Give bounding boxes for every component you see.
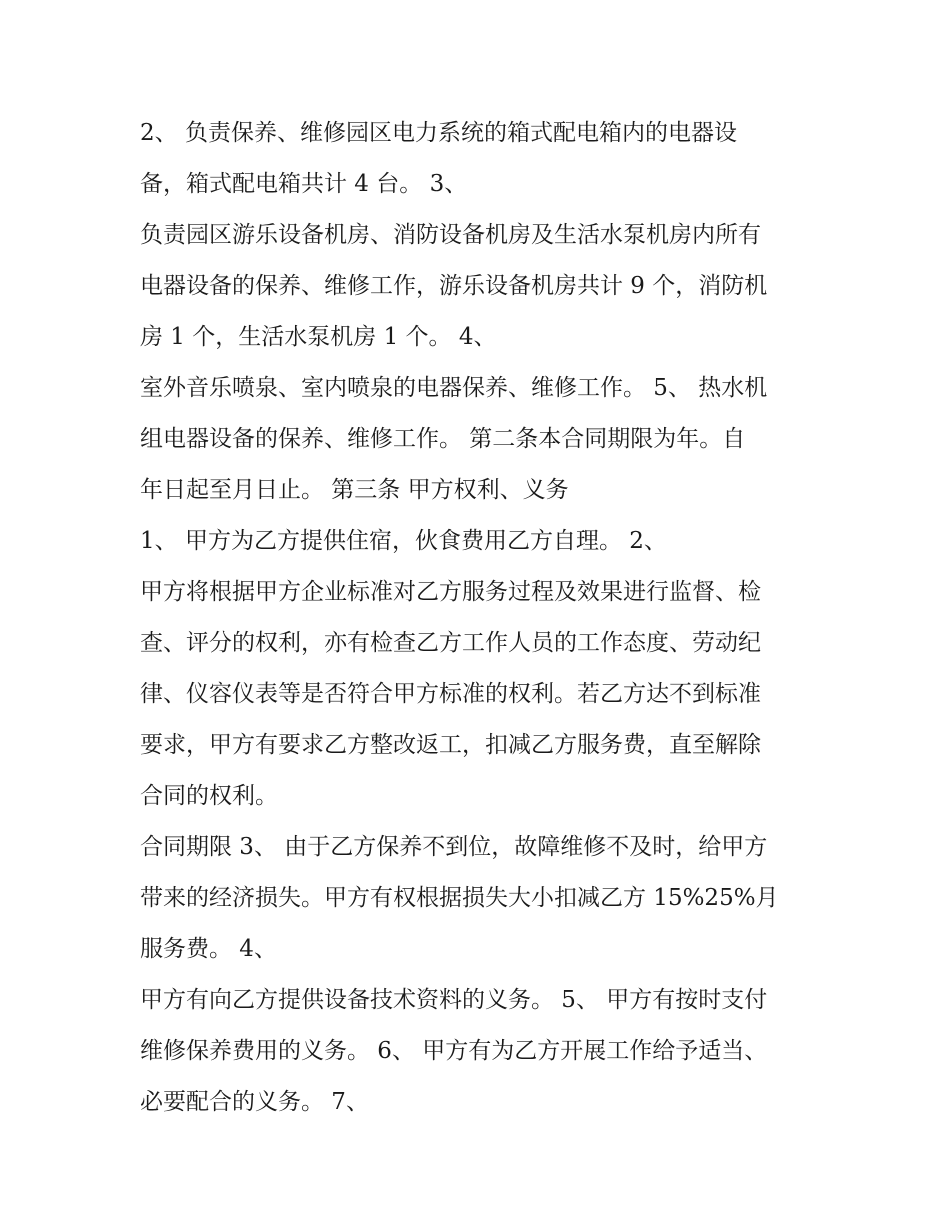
text-line: 合同期限 3、 由于乙方保养不到位，故障维修不及时，给甲方 [140,834,768,860]
text-line: 甲方将根据甲方企业标准对乙方服务过程及效果进行监督、检 [140,579,761,605]
text-line: 甲方有向乙方提供设备技术资料的义务。 5、 甲方有按时支付 [140,987,768,1013]
text-line: 查、评分的权利，亦有检查乙方工作人员的工作态度、劳动纪 [140,630,761,656]
text-line: 要求，甲方有要求乙方整改返工，扣减乙方服务费，直至解除 [140,732,761,758]
text-line: 1、 甲方为乙方提供住宿，伙食费用乙方自理。 2、 [140,528,667,554]
text-line: 房 1 个，生活水泵机房 1 个。 4、 [140,324,497,350]
contract-text [140,108,820,1128]
text-line: 备，箱式配电箱共计 4 台。 3、 [140,171,468,197]
text-line: 室外音乐喷泉、室内喷泉的电器保养、维修工作。 5、 热水机 [140,375,768,401]
text-line: 带来的经济损失。甲方有权根据损失大小扣减乙方 15%25%月 [140,885,779,911]
text-line: 年日起至月日止。 第三条 甲方权利、义务 [140,477,569,503]
text-line: 合同的权利。 [140,783,278,809]
text-line: 负责园区游乐设备机房、消防设备机房及生活水泵机房内所有 [140,222,761,248]
text-line: 维修保养费用的义务。 6、 甲方有为乙方开展工作给予适当、 [140,1038,768,1064]
text-line: 服务费。 4、 [140,936,277,962]
text-line: 律、仪容仪表等是否符合甲方标准的权利。若乙方达不到标准 [140,681,761,707]
text-line: 2、 负责保养、维修园区电力系统的箱式配电箱内的电器设 [140,120,737,146]
text-line: 必要配合的义务。 7、 [140,1089,369,1115]
text-line: 组电器设备的保养、维修工作。 第二条本合同期限为年。自 [140,426,746,452]
text-line: 电器设备的保养、维修工作，游乐设备机房共计 9 个，消防机 [140,273,768,299]
